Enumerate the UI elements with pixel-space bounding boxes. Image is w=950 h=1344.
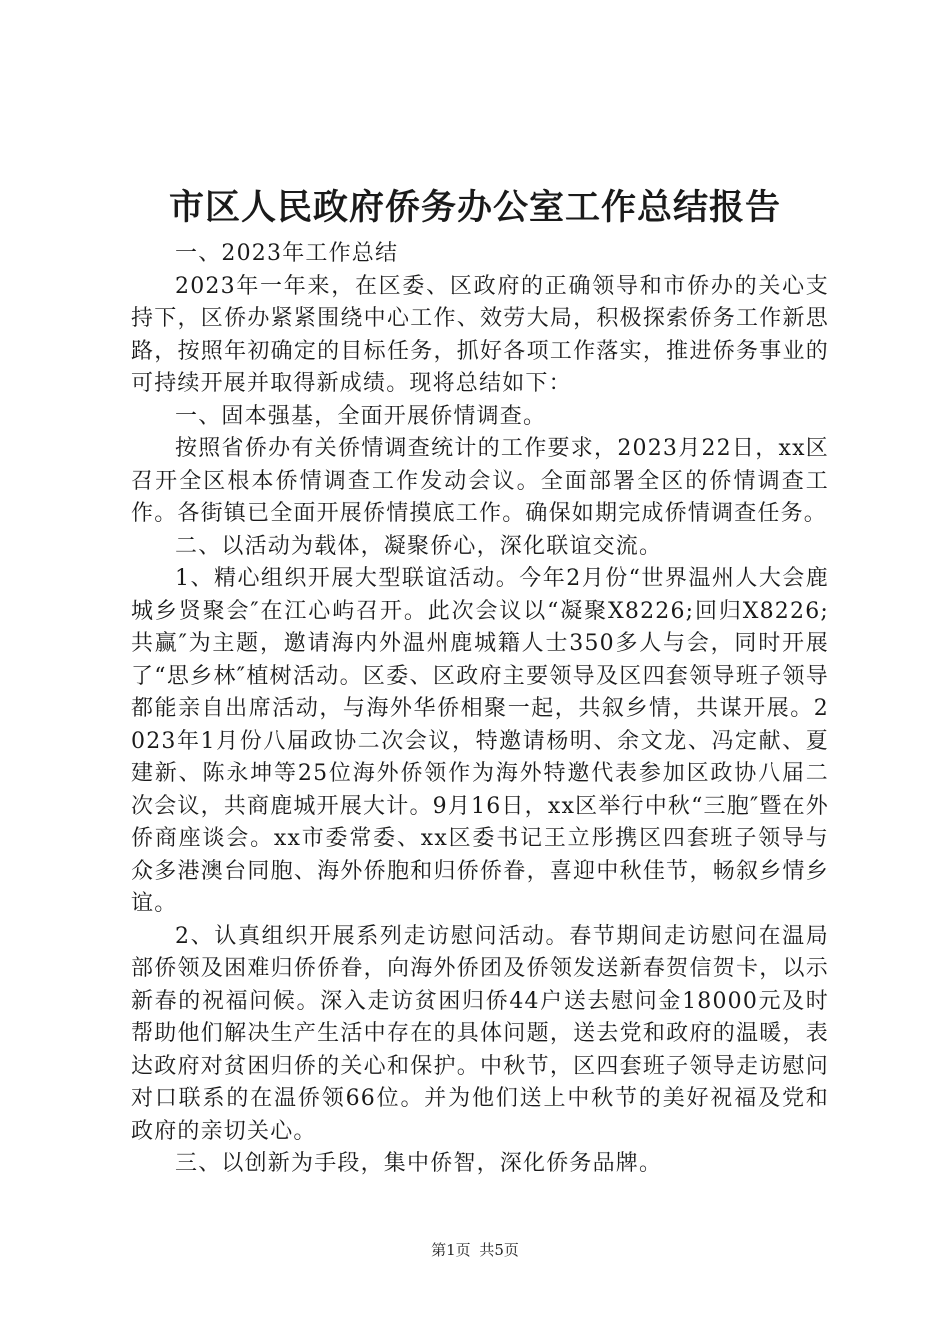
section-heading: 一、2023年工作总结 [175, 241, 399, 266]
body-paragraph: 1、精心组织开展大型联谊活动。今年2月份“世界温州人大会鹿城乡贤聚会″在江心屿召开。此次会议以“凝聚X8226;回归X8226;共赢″为主题，邀请海内外温州鹿城籍人士350多人与会，同时开展了“思乡林″植树活动。区委、区政府主要领导及区四套领导班子领导都能亲自出席活动，与海外华侨相聚一起，共叙乡情，共谋开展。2023年1月份八届政协二次会议，特邀请杨明、余文龙、冯定献、夏建新、陈永坤等25位海外侨领作为海外特邀代表参加区政协八届二次会议，共商鹿城开展大计。9月16日，xx区举行中秋“三胞″暨在外侨商座谈会。xx市委常委、xx区委书记王立彤携区四套班子领导与众多港澳台同胞、海外侨胞和归侨侨眷，喜迎中秋佳节，畅叙乡情乡谊。 [131, 566, 829, 916]
page-footer [0, 1240, 950, 1260]
body-paragraph: 2、认真组织开展系列走访慰问活动。春节期间走访慰问在温局部侨领及困难归侨侨眷，向海外侨团及侨领发送新春贺信贺卡，以示新春的祝福问候。深入走访贫困归侨44户送去慰问金18000元及时帮助他们解决生产生活中存在的具体问题，送去党和政府的温暖，表达政府对贫困归侨的关心和保护。中秋节，区四套班子领导走访慰问对口联系的在温侨领66位。并为他们送上中秋节的美好祝福及党和政府的亲切关心。 [131, 923, 829, 1144]
document-body [131, 238, 829, 1181]
page-total: 共5页 [479, 1241, 519, 1259]
section-heading: 二、以活动为载体，凝聚侨心，深化联谊交流。 [175, 533, 663, 559]
section-heading: 三、以创新为手段，集中侨智，深化侨务品牌。 [175, 1151, 663, 1176]
body-paragraph: 2023年一年来，在区委、区政府的正确领导和市侨办的关心支持下，区侨办紧紧围绕中心工作、效劳大局，积极探索侨务工作新思路，按照年初确定的目标任务，抓好各项工作落实，推进侨务事业的可持续开展并取得新成绩。现将总结如下： [131, 273, 829, 396]
document-title: 市区人民政府侨务办公室工作总结报告 [168, 187, 781, 228]
body-paragraph: 按照省侨办有关侨情调查统计的工作要求，2023月22日，xx区召开全区根本侨情调查工作发动会议。全面部署全区的侨情调查工作。各街镇已全面开展侨情摸底工作。确保如期完成侨情调查任务。 [131, 436, 829, 526]
section-heading: 一、固本强基，全面开展侨情调查。 [175, 403, 547, 429]
page-number: 第1页 [431, 1241, 471, 1259]
